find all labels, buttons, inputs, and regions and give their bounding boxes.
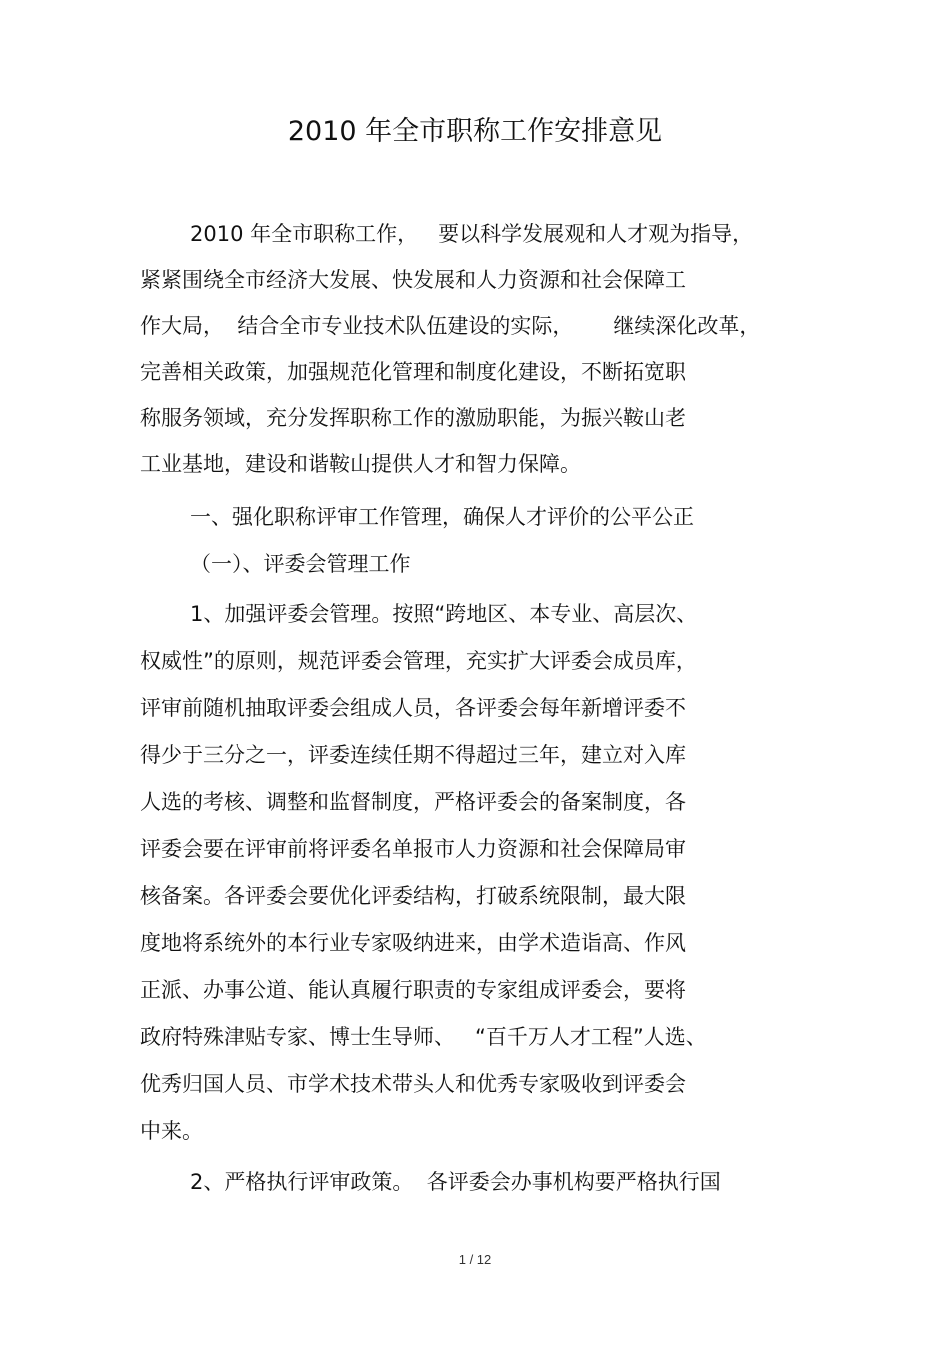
paragraph-line: 度地将系统外的本行业专家吸纳进来，由学术造诣高、作风	[140, 931, 686, 955]
paragraph-line: 得少于三分之一，评委连续任期不得超过三年，建立对入库	[140, 743, 686, 767]
paragraph-line: 完善相关政策，加强规范化管理和制度化建设，不断拓宽职	[140, 360, 686, 384]
paragraph-line: 评委会要在评审前将评委名单报市人力资源和社会保障局审	[140, 837, 686, 861]
paragraph-line: 评审前随机抽取评委会组成人员，各评委会每年新增评委不	[140, 696, 686, 720]
paragraph-line: 核备案。各评委会要优化评委结构，打破系统限制，最大限	[140, 884, 686, 908]
paragraph-line: 正派、办事公道、能认真履行职责的专家组成评委会，要将	[140, 978, 686, 1002]
page-number: 1 / 12	[458, 1252, 492, 1267]
paragraph-line: 2010 年全市职称工作， 要以科学发展观和人才观为指导，	[190, 222, 754, 246]
section-heading: 一、强化职称评审工作管理，确保人才评价的公平公正	[190, 505, 694, 529]
subsection-heading: （一）、评委会管理工作	[190, 552, 411, 576]
document-title: 2010 年全市职称工作安排意见	[287, 116, 663, 147]
paragraph-line: 工业基地，建设和谐鞍山提供人才和智力保障。	[140, 452, 581, 476]
paragraph-line: 政府特殊津贴专家、博士生导师、 “百千万人才工程”人选、	[140, 1025, 707, 1049]
paragraph-line: 作大局， 结合全市专业技术队伍建设的实际， 继续深化改革，	[140, 314, 761, 338]
paragraph-line: 人选的考核、调整和监督制度，严格评委会的备案制度，各	[140, 790, 686, 814]
paragraph-line: 称服务领域，充分发挥职称工作的激励职能，为振兴鞍山老	[140, 406, 686, 430]
paragraph-line: 紧紧围绕全市经济大发展、快发展和人力资源和社会保障工	[140, 268, 686, 292]
paragraph-line: 1、加强评委会管理。按照“跨地区、本专业、高层次、	[190, 602, 698, 626]
paragraph-line: 中来。	[140, 1119, 203, 1143]
paragraph-line: 优秀归国人员、市学术技术带头人和优秀专家吸收到评委会	[140, 1072, 686, 1096]
paragraph-line: 2、严格执行评审政策。 各评委会办事机构要严格执行国	[190, 1170, 721, 1194]
paragraph-line: 权威性”的原则，规范评委会管理，充实扩大评委会成员库，	[140, 649, 697, 673]
